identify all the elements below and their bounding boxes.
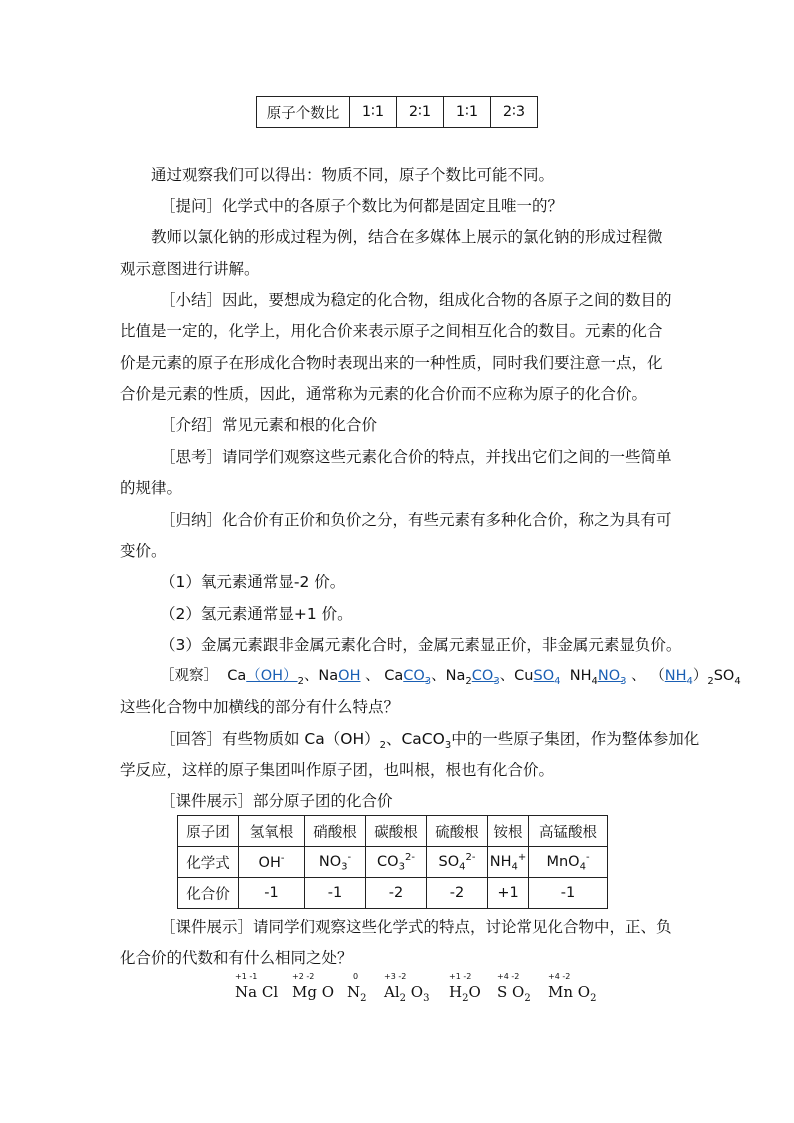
paragraph: ［介绍］常见元素和根的化合价 xyxy=(160,416,378,434)
paragraph: 合价是元素的性质，因此，通常称为元素的化合价而不应称为原子的化合价。 xyxy=(120,385,648,403)
header-cell: 硝酸根 xyxy=(305,816,366,847)
paragraph: 的规律。 xyxy=(120,479,183,497)
valence-example: +4 -2 Mn $O_2$ xyxy=(548,972,597,1004)
observe-label: ［观察］ xyxy=(160,668,218,684)
valence-cell: +1 xyxy=(488,878,529,909)
group-valence-table xyxy=(177,815,608,909)
ratio-table xyxy=(256,96,538,128)
observe-formulas: ［观察］ $Ca(OH)_2$、NaOH 、 CaCO$_3$、$Na_2CO_3$、CuSO$_4$ $NH_4NO_3$ 、 $(NH_4)_2SO_4$ xyxy=(160,668,741,687)
ratio-cell: 1∶1 xyxy=(350,97,397,128)
paragraph: 变价。 xyxy=(120,542,167,560)
header-cell: 铵根 xyxy=(488,816,529,847)
valence-cell: -1 xyxy=(529,878,608,909)
paragraph: ［课件展示］部分原子团的化合价 xyxy=(160,792,393,810)
valence-cell: -1 xyxy=(239,878,305,909)
valence-example: +1 -1 Na Cl xyxy=(235,972,279,1001)
valence-example: +2 -2 Mg O xyxy=(292,972,335,1001)
row-label: 化合价 xyxy=(178,878,239,909)
row-label: 化学式 xyxy=(178,847,239,878)
paragraph: ［思考］请同学们观察这些元素化合价的特点，并找出它们之间的一些简单 xyxy=(160,448,672,466)
ratio-cell: 2∶3 xyxy=(491,97,538,128)
paragraph: （2）氢元素通常显+1 价。 xyxy=(160,605,353,623)
formula-cell: $NH_4^+$ xyxy=(488,847,529,878)
paragraph: 比值是一定的，化学上，用化合价来表示原子之间相互化合的数目。元素的化合 xyxy=(120,322,663,340)
paragraph: ［提问］化学式中的各原子个数比为何都是固定且唯一的？ xyxy=(160,197,564,215)
paragraph: 化合价的代数和有什么相同之处？ xyxy=(120,949,353,967)
formula-cell: $NO_3^-$ xyxy=(305,847,366,878)
paragraph: 教师以氯化钠的形成过程为例，结合在多媒体上展示的氯化钠的形成过程微 xyxy=(151,228,663,246)
paragraph: 观示意图进行讲解。 xyxy=(120,260,260,278)
valence-example: 0 $N_2$ xyxy=(347,972,367,1004)
header-cell: 氢氧根 xyxy=(239,816,305,847)
formula-cell: $SO_4^{2-}$ xyxy=(427,847,488,878)
ratio-label: 原子个数比 xyxy=(257,97,350,128)
header-cell: 碳酸根 xyxy=(366,816,427,847)
paragraph: ［课件展示］请同学们观察这些化学式的特点，讨论常见化合物中，正、负 xyxy=(160,918,672,936)
paragraph: 学反应，这样的原子集团叫作原子团，也叫根，根也有化合价。 xyxy=(120,761,555,779)
header-cell: 高锰酸根 xyxy=(529,816,608,847)
formula-cell: OH- xyxy=(239,847,305,878)
valence-cell: -2 xyxy=(366,878,427,909)
paragraph: 这些化合物中加横线的部分有什么特点？ xyxy=(120,698,400,716)
valence-example: +4 -2 S $O_2$ xyxy=(497,972,531,1004)
formula-cell: MnO$_4$- xyxy=(529,847,608,878)
header-cell: 原子团 xyxy=(178,816,239,847)
valence-cell: -2 xyxy=(427,878,488,909)
formula-cell: $CO_3^{2-}$ xyxy=(366,847,427,878)
ratio-cell: 2∶1 xyxy=(397,97,444,128)
paragraph: ［归纳］化合价有正价和负价之分，有些元素有多种化合价，称之为具有可 xyxy=(160,511,672,529)
paragraph: 价是元素的原子在形成化合物时表现出来的一种性质，同时我们要注意一点，化 xyxy=(120,354,663,372)
header-cell: 硫酸根 xyxy=(427,816,488,847)
paragraph: （1）氧元素通常显-2 价。 xyxy=(160,573,346,591)
paragraph: 通过观察我们可以得出：物质不同，原子个数比可能不同。 xyxy=(151,166,555,184)
valence-cell: -1 xyxy=(305,878,366,909)
paragraph: （3）金属元素跟非金属元素化合时，金属元素显正价，非金属元素显负价。 xyxy=(160,636,682,654)
answer-line: ［回答］有些物质如 $Ca(OH)_2$、CaCO$_3$中的一些原子集团，作为整体参加化 xyxy=(160,730,700,752)
valence-example: +3 -2 $Al_2$ $O_3$ xyxy=(384,972,430,1004)
ratio-cell: 1∶1 xyxy=(444,97,491,128)
valence-example: +1 -2 $H_2O$ xyxy=(449,972,481,1004)
paragraph: ［小结］因此，要想成为稳定的化合物，组成化合物的各原子之间的数目的 xyxy=(160,291,672,309)
